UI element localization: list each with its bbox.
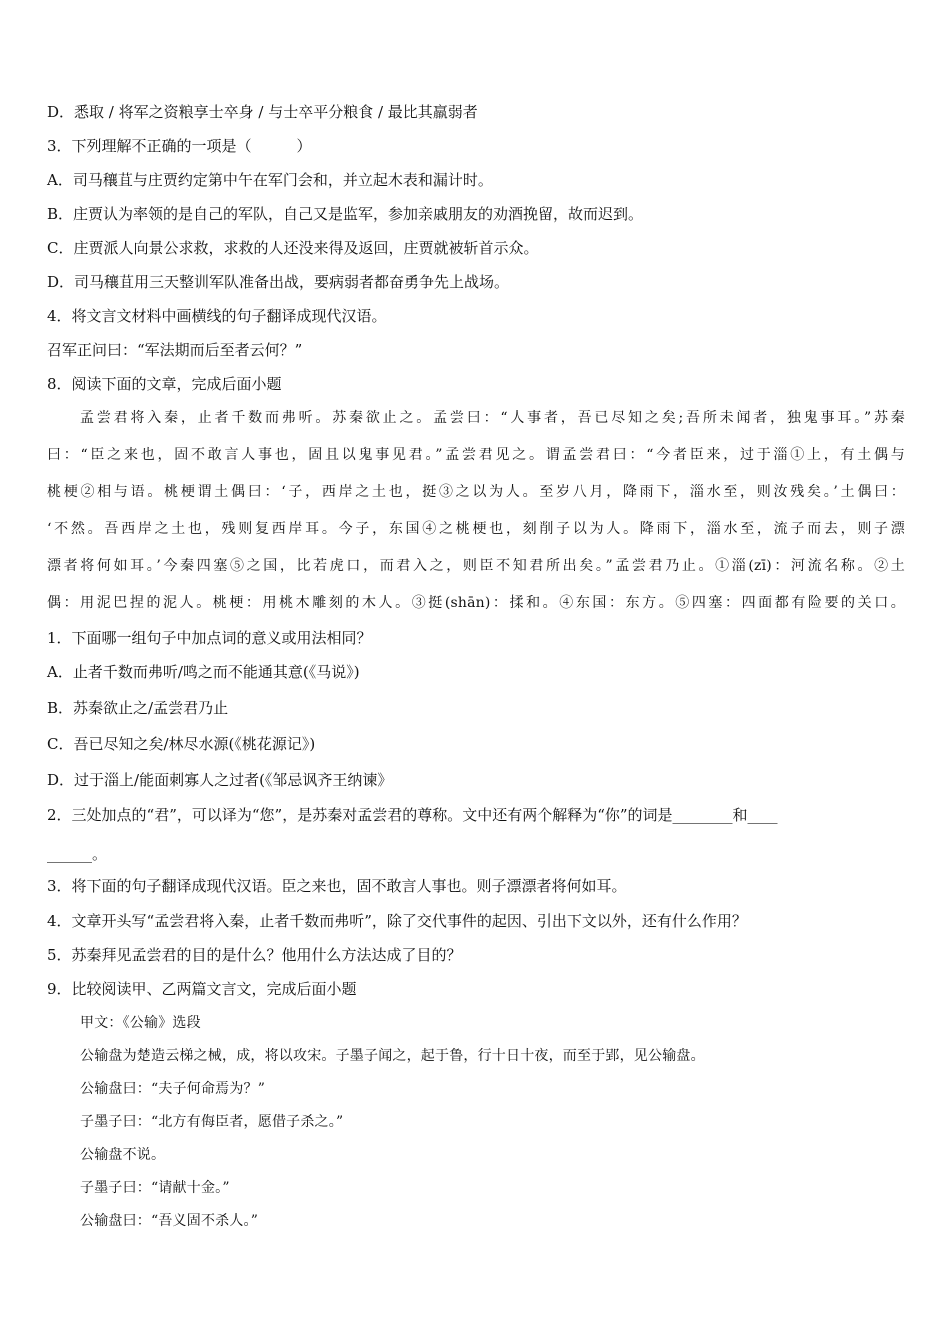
q9-jia-line: 公输盘曰：“夫子何命焉为？” bbox=[80, 1081, 266, 1097]
q8-passage-line: 偶：用泥巴捏的泥人。桃梗：用桃木雕刻的木人。③挺(shān)：揉和。④东国：东方。⑤四塞：四面都有险要的关口。 bbox=[47, 595, 905, 611]
q9-jia-line: 公输盘曰：“吾义固不杀人。” bbox=[80, 1213, 259, 1229]
q8-1-option-a: A．止者千数而弗听/鸣之而不能通其意(《马说》) bbox=[47, 663, 360, 681]
q8-2-stem: 2．三处加点的“君”，可以译为“您”，是苏秦对孟尝君的尊称。文中还有两个解释为“你”的词是________和____ bbox=[47, 806, 778, 824]
q7-3-option-a: A．司马穰苴与庄贾约定第中午在军门会和，并立起木表和漏计时。 bbox=[47, 171, 493, 189]
q9-jia-line: 子墨子曰：“请献十金。” bbox=[80, 1180, 230, 1196]
q8-5-stem: 5．苏秦拜见孟尝君的目的是什么？他用什么方法达成了目的？ bbox=[47, 946, 462, 964]
q9-jia-line: 子墨子曰：“北方有侮臣者，愿借子杀之。” bbox=[80, 1114, 344, 1130]
q8-passage-line: 漂者将何如耳。’今秦四塞⑤之国，比若虎口，而君入之，则臣不知君所出矣。”孟尝君乃止。①淄(zī)：河流名称。②土 bbox=[47, 558, 905, 574]
q8-1-stem: 1．下面哪一组句子中加点词的意义或用法相同？ bbox=[47, 629, 372, 647]
q9-jia-title: 甲文：《公输》选段 bbox=[80, 1015, 201, 1031]
q7-3-stem: 3．下列理解不正确的一项是（ ） bbox=[47, 137, 312, 155]
q8-title: 8．阅读下面的文章，完成后面小题 bbox=[47, 375, 282, 393]
q8-2-stem-cont: ______。 bbox=[47, 845, 108, 863]
q8-passage-line: ‘不然。吾西岸之土也，残则复西岸耳。今子，东国④之桃梗也，刻削子以为人。降雨下，淄水至，流子而去，则子漂 bbox=[47, 521, 905, 537]
q8-3-stem: 3．将下面的句子翻译成现代汉语。臣之来也，固不敢言人事也。则子漂漂者将何如耳。 bbox=[47, 877, 627, 895]
q7-3-option-b: B．庄贾认为率领的是自己的军队，自己又是监军，参加亲戚朋友的劝酒挽留，故而迟到。 bbox=[47, 205, 644, 223]
q7-3-option-d: D．司马穰苴用三天整训军队准备出战，要病弱者都奋勇争先上战场。 bbox=[47, 273, 510, 291]
q7-option-d: D．悉取 / 将军之资粮享士卒身 / 与士卒平分粮食 / 最比其羸弱者 bbox=[47, 103, 478, 121]
q7-4-stem: 4．将文言文材料中画横线的句子翻译成现代汉语。 bbox=[47, 307, 387, 325]
q8-passage-line: 桃梗②相与语。桃梗谓土偶曰：‘子，西岸之土也，挺③之以为人。至岁八月，降雨下，淄水至，则汝残矣。’土偶曰： bbox=[47, 484, 905, 500]
q8-4-stem: 4．文章开头写“孟尝君将入秦，止者千数而弗听”，除了交代事件的起因、引出下文以外，还有什么作用？ bbox=[47, 912, 747, 930]
q7-3-option-c: C．庄贾派人向景公求救，求救的人还没来得及返回，庄贾就被斩首示众。 bbox=[47, 239, 539, 257]
q8-1-option-d: D．过于淄上/能面刺寡人之过者(《邹忌讽齐王纳谏》 bbox=[47, 771, 393, 789]
q8-1-option-b: B．苏秦欲止之/孟尝君乃止 bbox=[47, 699, 229, 717]
q8-passage-line: 曰：“臣之来也，固不敢言人事也，固且以鬼事见君。”孟尝君见之。谓孟尝君曰：“今者臣来，过于淄①上，有土偶与 bbox=[47, 447, 905, 463]
q8-passage-line: 孟尝君将入秦，止者千数而弗听。苏秦欲止之。孟尝曰：“人事者，吾已尽知之矣;吾所未闻者，独鬼事耳。”苏秦 bbox=[80, 410, 905, 426]
q9-jia-line: 公输盘为楚造云梯之械，成，将以攻宋。子墨子闻之，起于鲁，行十日十夜，而至于郢，见公输盘。 bbox=[80, 1048, 705, 1064]
q7-4-sentence: 召军正问曰：“军法期而后至者云何？” bbox=[47, 341, 303, 359]
q9-title: 9．比较阅读甲、乙两篇文言文，完成后面小题 bbox=[47, 980, 357, 998]
q8-1-option-c: C．吾已尽知之矣/林尽水源(《桃花源记》) bbox=[47, 735, 316, 753]
q9-jia-line: 公输盘不说。 bbox=[80, 1147, 166, 1163]
